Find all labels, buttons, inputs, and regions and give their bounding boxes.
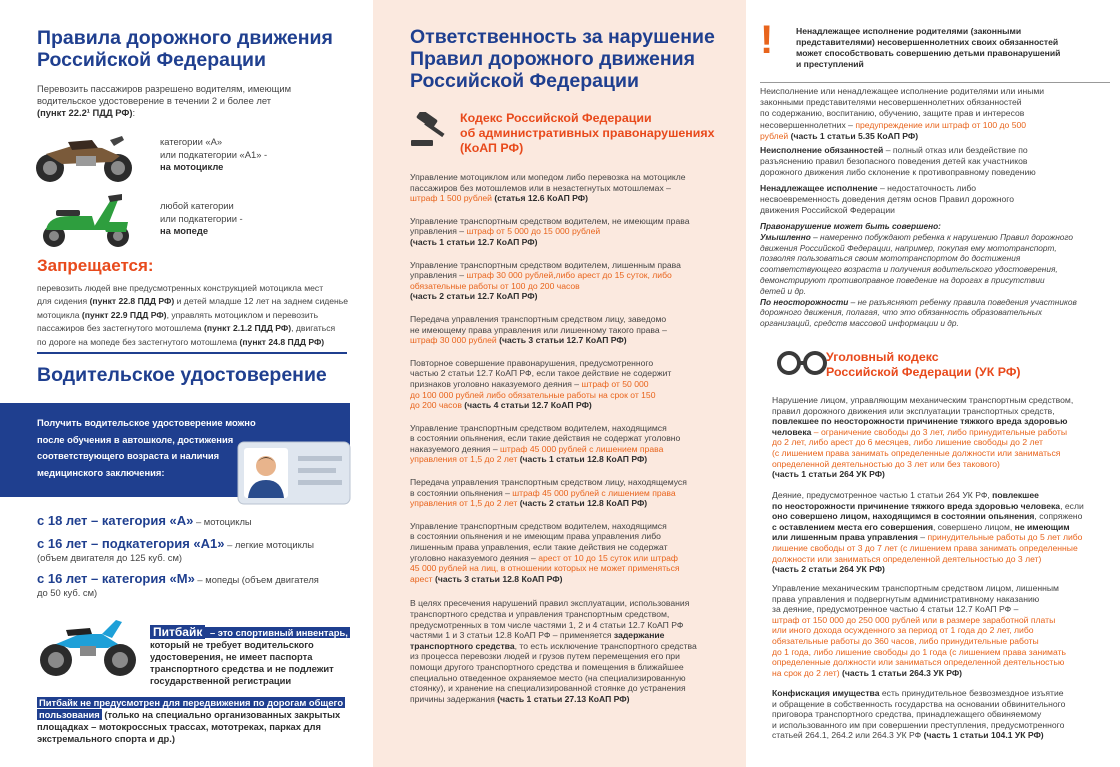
text-line [760, 297, 1115, 308]
text-line [760, 253, 1115, 264]
reference-text: по неосторожности причинение тяжкого вреда здоровью человека [772, 500, 1061, 511]
motorcycle-icon [32, 128, 136, 184]
penalty-text: принудительные работы до 5 лет либо [927, 532, 1083, 543]
text-line [410, 291, 740, 302]
text-line [772, 395, 1112, 406]
text-line [760, 286, 1115, 297]
body-text: движения Российской Федерации, например, покупая ему мототранспорт, [760, 242, 1057, 253]
body-text: Деяние, предусмотренное частью 1 статьи 264 УК РФ, [772, 490, 993, 500]
penalty-text: лишение свободы от 3 до 7 лет (с лишением права занимать определенные [772, 542, 1078, 553]
body-text: Управление мотоциклом или мопедом либо перевозка на мотоцикле [410, 172, 686, 182]
text-line [772, 730, 1112, 741]
penalty-text: определенной деятельностью до 3 лет или без такового) [772, 458, 1000, 469]
penalty-text: до 100 000 рублей либо обязательные работы на срок от 150 [410, 389, 656, 400]
uk-title: Уголовный кодекс Российской Федерации (УК РФ) [826, 350, 1021, 379]
body-text: – намеренно побуждают ребенка к нарушению Правил дорожного [810, 231, 1073, 242]
text-line [772, 522, 1112, 533]
driver-license-icon [236, 438, 354, 508]
body-text: , то есть исключение транспортного средства [514, 640, 697, 651]
body-text: Передача управления транспортным средством лицу, заведомо [410, 313, 667, 324]
reference-text: не имеющим [1014, 521, 1070, 532]
text-line [772, 448, 1112, 459]
para-improper-performance [760, 183, 1115, 217]
text-line [760, 131, 1115, 142]
penalty-text: на срок до 2 лет) [772, 667, 840, 678]
koap-violation-block [410, 216, 740, 248]
reference-text: (часть 1 статьи 264 УК РФ) [772, 469, 885, 480]
penalty-text: до 200 часов [410, 400, 462, 411]
body-text: за деяние, предусмотренное частью 4 статьи 12.7 КоАП РФ – [772, 604, 1019, 615]
penalty-text: штраф от 50 000 [581, 378, 649, 389]
body-text: соответствующего возраста и получения водительского удостоверения, [760, 264, 1058, 275]
category-a: с 18 лет – категория «А» – мотоциклы [37, 513, 252, 528]
reference-text: или лишенным права управления [772, 532, 918, 543]
text-line [410, 641, 740, 652]
reference-text: (часть 2 статьи 264 УК РФ) [772, 564, 885, 575]
text-line [772, 647, 1112, 658]
pitbike-icon [36, 614, 140, 680]
text-line [410, 694, 740, 705]
col3-divider [760, 82, 1110, 83]
warning-icon: ! [760, 18, 774, 62]
text-line [410, 531, 740, 542]
body-text: наказуемого деяния – [410, 443, 500, 454]
body-text: Управление механическим транспортным средством лицом, лишенным [772, 583, 1059, 593]
text-line [410, 390, 740, 401]
koap-violation-block [410, 260, 740, 302]
body-text: приговора транспортного средства, принадлежащего обвиняемому [772, 709, 1042, 720]
text-line [410, 193, 740, 204]
penalty-text: арест [410, 573, 433, 584]
para-parents-duty [760, 86, 1115, 142]
reference-text: (часть 1 статьи 27.13 КоАП РФ) [497, 693, 630, 704]
body-text: частями 1 и 3 статьи 12.8 КоАП РФ – применяется [410, 630, 614, 641]
text-line [410, 630, 740, 641]
reference-text: По неосторожности [760, 296, 849, 307]
text-line [772, 459, 1112, 470]
text-line [410, 335, 740, 346]
text-line [772, 416, 1112, 427]
text-line [410, 325, 740, 336]
body-text: Управление транспортным средством водителем, находящимся [410, 422, 667, 433]
body-text: стоянку), и хранение на специализированной стоянке до устранения [410, 683, 686, 694]
text-line [772, 543, 1112, 554]
body-text: специально отведенное охраняемое место (на специализированную [410, 672, 686, 683]
body-text: правил дорожного движения или эксплуатации транспортных средств, [772, 405, 1055, 416]
text-line [760, 243, 1115, 254]
text-line [410, 400, 740, 411]
text-line [410, 423, 740, 434]
penalty-text: до 1 года, либо лишение свободы до 1 года (с лишением права занимать [772, 646, 1066, 657]
body-text: законными представителями несовершеннолетних обязанностей [760, 97, 1022, 108]
body-text: Нарушение лицом, управляющим механическим транспортным средством, [772, 395, 1074, 405]
text-line [410, 183, 740, 194]
body-text: несвоевременность доведения детям основ Правил дорожного [760, 194, 1014, 205]
col1-intro: Перевозить пассажиров разрешено водителям, имеющим водительское удостоверение в течении 2 и более лет (пункт 22.2¹ ПДД РФ): [37, 83, 292, 118]
text-line [410, 281, 740, 292]
text-line [760, 318, 1115, 329]
text-line [410, 488, 740, 499]
text-line [772, 615, 1112, 626]
body-text: , сопряжено [1034, 511, 1083, 522]
penalty-text: или иного дохода осужденного за период от 1 года до 2 лет, либо [772, 625, 1034, 636]
body-text: статьей 264.1, 264.2 или 264.3 УК РФ [772, 730, 924, 741]
text-line [772, 406, 1112, 417]
body-text: в состоянии опьянения и не имеющим права управления либо [410, 531, 661, 542]
reference-text: (часть 1 статьи 12.7 КоАП РФ) [410, 236, 538, 247]
text-line [772, 583, 1112, 594]
text-line [410, 609, 740, 620]
text-line [410, 563, 740, 574]
body-text: детей и др. [760, 285, 806, 296]
text-line [410, 553, 740, 564]
text-line [410, 683, 740, 694]
body-text: признаков уголовно наказуемого деяния – [410, 378, 582, 389]
reference-text: транспортного средства [410, 640, 515, 651]
body-text: в состоянии опьянения – [410, 487, 513, 498]
body-text: транспортного средства и управления транспортным средством, [410, 609, 670, 619]
penalty-text: должности или заниматься определенной деятельностью до 3 лет) [772, 553, 1042, 564]
text-line [772, 532, 1112, 543]
body-text: причины задержания [410, 693, 498, 704]
forbidden-line-3: пассажиров без застегнутого мотошлема (пункт 2.1.2 ПДД РФ), двигаться [37, 323, 336, 334]
reference-text: (часть 3 статьи 12.7 КоАП РФ) [496, 335, 627, 346]
penalty-text: (с лишением права занимать определенные должности или заниматься [772, 447, 1061, 458]
forbidden-list [37, 282, 362, 349]
text-line [760, 145, 1115, 156]
body-text: есть принудительное безвозмездное изъятие [879, 688, 1064, 698]
text-line [410, 521, 740, 532]
body-text: несовершеннолетних – [760, 119, 856, 130]
para-uk-264-2 [772, 490, 1112, 575]
body-text: пассажиров без мотошлемов или в незастегнутых мотошлемах – [410, 182, 671, 193]
text-line [760, 194, 1115, 205]
column-responsibility [373, 0, 746, 767]
para-confiscation [772, 688, 1112, 741]
body-text: позволяя пользоваться своим мототранспортом до достижения [760, 253, 1021, 264]
forbidden-line-4: по дороге на мопеде без застегнутого мотошлема (пункт 24.8 ПДД РФ) [37, 336, 325, 347]
reference-text: (часть 1 статьи 12.8 КоАП РФ) [517, 454, 648, 465]
text-line [772, 720, 1112, 731]
penalty-text: до 2 лет, либо арест до 6 месяцев, либо лишение свободы до 2 лет [772, 437, 1043, 448]
text-line [760, 97, 1115, 108]
body-text: права управления и подвергнутым административному наказанию [772, 593, 1040, 604]
body-text: Управление транспортным средством водителем, лишенным права [410, 259, 681, 270]
reference-text: Правонарушение может быть совершено: [760, 221, 941, 231]
body-text: из процесса перевозки людей и грузов путем перемещения его при [410, 651, 680, 662]
koap-title: Кодекс Российской Федерации об административных правонарушениях (КоАП РФ) [460, 111, 715, 155]
body-text: разъяснению правил безопасного поведения детей как участников [760, 156, 1028, 167]
text-line [772, 427, 1112, 438]
reference-text: человека [772, 426, 812, 437]
body-text: движения Российской Федерации [760, 205, 895, 216]
penalty-text: – ограничение свободы до 3 лет, либо принудительные работы [811, 426, 1068, 437]
body-text: – недостаточность либо [877, 183, 977, 193]
text-line [410, 270, 740, 281]
reference-text: повлекшее по неосторожности причинение тяжкого вреда здоровью [772, 416, 1068, 427]
body-text: Неисполнение или ненадлежащее исполнение родителями или иными [760, 86, 1045, 96]
text-line [760, 183, 1115, 194]
reference-text: (часть 2 статьи 12.8 КоАП РФ) [517, 498, 648, 509]
reference-text: (часть 1 статьи 264.3 УК РФ) [839, 667, 963, 678]
text-line [410, 598, 740, 609]
text-line [772, 490, 1112, 501]
reference-text: (часть 1 статьи 104.1 УК РФ) [923, 730, 1044, 741]
penalty-text: штраф 1 500 рублей [410, 193, 492, 204]
text-line [410, 433, 740, 444]
column-traffic-rules [0, 0, 373, 767]
body-text: и обращение в собственность государства на основании обвинительного [772, 698, 1066, 709]
text-line [410, 673, 740, 684]
body-text: дорожного движения, полагая, что это обязанность образовательных [760, 307, 1042, 318]
pitbike-rule: Питбайк не предусмотрен для передвижения по дорогам общего пользования (только на специально организованных закрытых площадках – мотокроссных трассах, мототреках, парках для экстремального спорта и др.) [37, 697, 344, 744]
reference-text: (часть 2 статьи 12.7 КоАП РФ) [410, 291, 538, 302]
license-box: Получить водительское удостоверение можно после обучения в автошколе, достижения соответствующего возраста и наличия медицинского заключения: [0, 403, 350, 497]
koap-violations [410, 172, 740, 704]
text-line [772, 594, 1112, 605]
reference-text: Неисполнение обязанностей [760, 145, 884, 155]
body-text: , если [1060, 500, 1084, 511]
forbidden-line-0: перевозить людей вне предусмотренных конструкцией мотоцикла мест [37, 283, 324, 293]
text-line [410, 454, 740, 465]
text-line [772, 699, 1112, 710]
reference-text: повлекшее [992, 490, 1039, 500]
text-line [760, 108, 1115, 119]
body-text: Управление транспортным средством водителем, находящимся [410, 520, 667, 531]
text-line [760, 86, 1115, 97]
penalty-text: штраф 45 000 рублей с лишением права [512, 487, 676, 498]
penalty-text: штраф 30 000 рублей [410, 335, 497, 346]
text-line [410, 358, 740, 369]
penalty-text: управления от 1,5 до 2 лет [410, 498, 518, 509]
koap-violation-block [410, 477, 740, 509]
reference-text: задержание [613, 630, 665, 641]
text-line [772, 709, 1112, 720]
penalty-text: 45 000 рублей на лиц, в отношении которых не может применяться [410, 563, 680, 574]
text-line [772, 636, 1112, 647]
penalty-text: управления от 1,5 до 2 лет [410, 454, 518, 465]
body-text: и использованного им при совершении преступления, предусмотренного [772, 719, 1065, 730]
text-line [410, 379, 740, 390]
reference-text: Ненадлежащее исполнение [760, 183, 878, 193]
body-text: Управление транспортным средством водителем, не имеющим права [410, 215, 690, 226]
warning-text: Ненадлежащее исполнение родителями (законными представителями) несовершеннолетних своих обязанностей может способствовать совершению детьми правонарушений и преступлений [796, 26, 1061, 69]
koap-violation-block [410, 358, 740, 411]
text-line [410, 314, 740, 325]
text-line [410, 260, 740, 271]
category-a1: с 16 лет – подкатегория «А1» – легкие мотоциклы [37, 536, 315, 551]
column-parents-criminal [746, 0, 1120, 767]
reference-text: (часть 1 статьи 5.35 КоАП РФ) [788, 130, 919, 141]
para-uk-264-1 [772, 395, 1112, 480]
reference-text: оно совершено лицом, находящимся в состоянии опьянения [772, 511, 1035, 522]
col1-divider [37, 352, 347, 354]
text-line [772, 554, 1112, 565]
forbidden-line-2: мотоцикла (пункт 22.9 ПДД РФ), управлять мотоциклом и перевозить [37, 309, 319, 320]
text-line [760, 167, 1115, 178]
body-text: помощи другого транспортного средства и помещения в ближайшее [410, 661, 684, 672]
penalty-text: штраф 45 000 рублей с лишением права [499, 443, 664, 454]
body-text: предусмотренных в том числе частями 1, 2 и 4 статьи 12.7 КоАП РФ [410, 619, 684, 630]
text-line [410, 444, 740, 455]
reference-text: (часть 4 статьи 12.7 КоАП РФ) [461, 400, 592, 411]
reference-text: с оставлением места его совершения [772, 521, 933, 532]
body-text: Передача управления транспортным средством лицу, находящемуся [410, 477, 687, 488]
text-line [410, 498, 740, 509]
body-text: демонстрируют противоправное поведение на дорогах в присутствии [760, 274, 1045, 285]
penalty-text: предупреждение или штраф от 100 до 500 [855, 119, 1027, 130]
body-text: уголовно наказуемого деяния – [410, 552, 539, 563]
text-line [410, 226, 740, 237]
text-line [410, 651, 740, 662]
moped-categories: любой категории или подкатегории - на мопеде [160, 200, 243, 236]
forbidden-title: Запрещается: [37, 256, 154, 275]
para-how-committed [760, 221, 1115, 329]
moped-icon [36, 190, 136, 250]
text-line [410, 172, 740, 183]
text-line [760, 221, 1115, 232]
text-line [410, 662, 740, 673]
text-line [772, 437, 1112, 448]
moto-categories: категории «А» или подкатегории «А1» - на мотоцикле [160, 136, 268, 172]
license-categories: с 18 лет – категория «А» – мотоциклы с 16 лет – подкатегория «А1» – легкие мотоциклы (объем двигателя до 125 куб. см) с 16 лет – категория «М» – мопеды (объем двигателя до 50 куб. см) [37, 514, 367, 599]
text-line [760, 275, 1115, 286]
text-line [772, 564, 1112, 575]
body-text: В целях пресечения нарушений правил эксплуатации, использования [410, 598, 690, 609]
text-line [772, 688, 1112, 699]
text-line [772, 469, 1112, 480]
text-line [410, 368, 740, 379]
text-line [760, 156, 1115, 167]
body-text: – полный отказ или бездействие по [883, 145, 1028, 155]
body-text: организаций, средств массовой информации и др. [760, 318, 959, 329]
col2-title: Ответственность за нарушение Правил дорожного движения Российской Федерации [410, 26, 715, 92]
text-line [410, 237, 740, 248]
body-text: дорожного движения либо склонение к противоправному поведению [760, 167, 1036, 178]
text-line [410, 574, 740, 585]
forbidden-line-1: для сидения (пункт 22.8 ПДД РФ) и детей младше 12 лет на заднем сиденье [37, 296, 349, 307]
reference-text: Конфискация имущества [772, 688, 880, 698]
text-line [772, 501, 1112, 512]
text-line [760, 120, 1115, 131]
text-line [760, 205, 1115, 216]
penalty-text: определенные должности или заниматься определенной деятельностью [772, 657, 1065, 668]
body-text: по содержанию, воспитанию, обучению, защите прав и интересов [760, 108, 1025, 119]
penalty-text: штраф 30 000 рублей,либо арест до 15 суток, либо [466, 270, 672, 281]
license-title: Водительское удостоверение [37, 364, 327, 386]
para-non-performance [760, 145, 1115, 179]
text-line [760, 307, 1115, 318]
handcuffs-icon [776, 348, 828, 378]
body-text: в состоянии опьянения, если такие действия не содержат уголовно [410, 433, 681, 444]
text-line [410, 620, 740, 631]
koap-violation-block [410, 521, 740, 585]
text-line [410, 477, 740, 488]
body-text: Повторное совершение правонарушения, предусмотренного [410, 357, 654, 368]
category-m: с 16 лет – категория «М» – мопеды (объем двигателя [37, 571, 319, 586]
text-line [410, 542, 740, 553]
body-text: лишенным права управления, если такие действия не содержат [410, 542, 668, 553]
penalty-text: штраф от 5 000 до 15 000 рублей [466, 226, 601, 237]
pitbike-highlight: Питбайк [150, 625, 205, 639]
text-line [772, 625, 1112, 636]
col1-title: Правила дорожного движения Российской Федерации [37, 27, 333, 71]
penalty-text: обязательные работы до 360 часов, либо принудительные работы [772, 635, 1039, 646]
para-uk-264-3 [772, 583, 1112, 678]
reference-text: (часть 3 статьи 12.8 КоАП РФ) [432, 573, 563, 584]
body-text: не имеющему права управления или лишенному такого права – [410, 324, 667, 335]
text-line [760, 232, 1115, 243]
text-line [772, 604, 1112, 615]
body-text: частью 2 статьи 12.7 КоАП РФ, если такое действие не содержит [410, 368, 672, 379]
body-text: управления – [410, 270, 467, 281]
body-text: , совершено лицом, [932, 521, 1015, 532]
text-line [772, 657, 1112, 668]
koap-violation-block [410, 314, 740, 346]
gavel-icon [407, 112, 453, 148]
penalty-text: рублей [760, 130, 789, 141]
penalty-text: обязательные работы от 100 до 200 часов [410, 280, 580, 291]
koap-violation-block [410, 172, 740, 204]
reference-text: Умышленно [760, 231, 811, 242]
body-text: – [917, 532, 928, 543]
body-text: управления – [410, 226, 467, 237]
penalty-text: арест от 10 до 15 суток или штраф [538, 552, 678, 563]
text-line [772, 668, 1112, 679]
koap-violation-block [410, 598, 740, 704]
text-line [760, 264, 1115, 275]
pitbike-definition: Питбайк – это спортивный инвентарь, который не требует водительского удостоверения, не имеет паспорта транспортного средства и не подлежит государственной регистрации [150, 625, 348, 686]
penalty-text: штраф от 150 000 до 250 000 рублей или в размере заработной платы [772, 614, 1056, 625]
text-line [410, 216, 740, 227]
body-text: – не разъясняют ребенку правила поведения участников [848, 296, 1077, 307]
reference-text: (статья 12.6 КоАП РФ) [491, 193, 588, 204]
koap-violation-block [410, 423, 740, 465]
text-line [772, 511, 1112, 522]
